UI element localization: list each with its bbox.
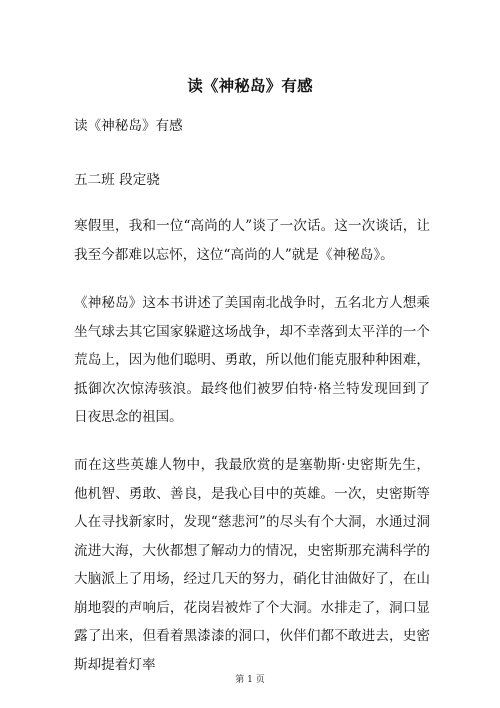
author-line: 五二班 段定骁 xyxy=(74,172,160,188)
paragraph-3: 而在这些英雄人物中，我最欣赏的是塞勒斯·史密斯先生，他机智、勇敢、善良，是我心目中的英雄。一次，史密斯等人在寻找新家时，发现“慈悲河”的尽头有个大洞，水通过洞流进大海，大伙都想了解动力的情况，史密斯那充满科学的大脑派上了用场，经过几天的努力，硝化甘油做好了，在山崩地裂的声响后，花岗岩被炸了个大洞。水排走了，洞口显露了出来，但看着黑漆漆的洞口，伙伴们都不敢进去，史密斯却提着灯率 xyxy=(74,457,430,673)
paragraph-1: 寒假里，我和一位“高尚的人”谈了一次话。这一次谈话，让我至今都难以忘怀，这位“高尚的人”就是《神秘岛》。 xyxy=(74,218,430,263)
page-number: 第 1 页 xyxy=(235,675,265,685)
document-subtitle: 读《神秘岛》有感 xyxy=(74,118,183,134)
document-title: 读《神秘岛》有感 xyxy=(187,77,313,95)
paragraph-2: 《神秘岛》这本书讲述了美国南北战争时，五名北方人想乘坐气球去其它国家躲避这场战争，却不幸落到太平洋的一个荒岛上，因为他们聪明、勇敢，所以他们能克服种种困难，抵御次次惊涛骇浪。最终他们被罗伯特·格兰特发现回到了日夜思念的祖国。 xyxy=(74,295,430,425)
